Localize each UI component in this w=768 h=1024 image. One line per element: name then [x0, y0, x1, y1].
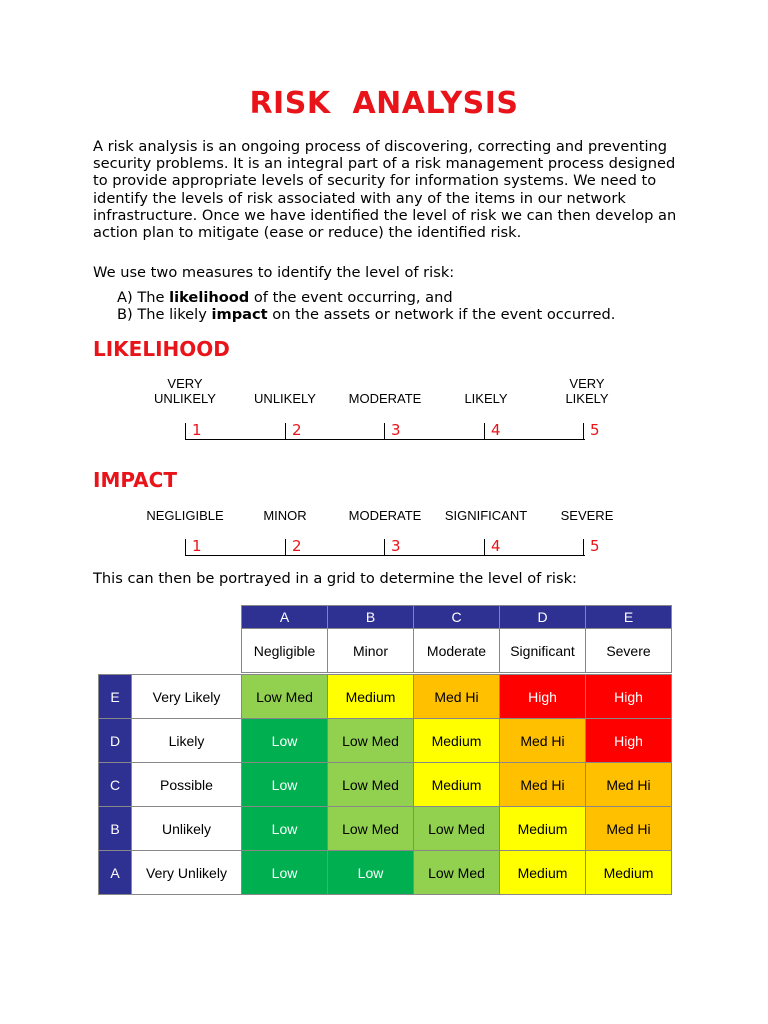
risk-cell: Medium	[414, 763, 500, 807]
matrix-corner	[99, 606, 242, 629]
likelihood-label-line2: UNLIKELY	[154, 391, 216, 406]
likelihood-heading: LIKELIHOOD	[93, 337, 230, 361]
col-letter: C	[414, 606, 500, 629]
likelihood-label	[235, 376, 335, 406]
col-letter: B	[328, 606, 414, 629]
risk-cell: Low Med	[414, 851, 500, 895]
row-name: Likely	[132, 719, 242, 763]
likelihood-label-line2: LIKELY	[464, 391, 508, 406]
impact-label: MODERATE	[348, 508, 422, 523]
risk-cell: Low Med	[328, 807, 414, 851]
page-title: RISK ANALYSIS	[249, 86, 519, 121]
row-name: Unlikely	[132, 807, 242, 851]
scale-tick	[484, 539, 485, 555]
likelihood-label-line1	[335, 376, 435, 391]
scale-tick	[583, 423, 584, 439]
likelihood-label	[436, 376, 536, 406]
impact-number: 2	[292, 537, 302, 555]
risk-matrix	[98, 605, 672, 895]
impact-heading: IMPACT	[93, 468, 177, 492]
impact-number: 5	[590, 537, 600, 555]
likelihood-number: 3	[391, 421, 401, 439]
intro-paragraph: A risk analysis is an ongoing process of discovering, correcting and preventing security problems. It is an integral part of a risk management process designed to provide appropriate levels of security for information systems. We need to identify the levels of risk associated with any of the items in our network infrastructure. Once we have identified the level of risk we can then develop an action plan to mitigate (ease or reduce) the identified risk.	[93, 138, 677, 242]
matrix-row	[99, 807, 672, 851]
scale-tick	[484, 423, 485, 439]
risk-cell: Low	[242, 851, 328, 895]
risk-cell: Medium	[328, 675, 414, 719]
scale-tick	[384, 423, 385, 439]
measure-suffix: on the assets or network if the event occurred.	[267, 306, 616, 323]
matrix-row	[99, 719, 672, 763]
col-name: Severe	[586, 629, 672, 673]
likelihood-label-line1	[235, 376, 335, 391]
risk-cell: Med Hi	[500, 763, 586, 807]
risk-cell: Low	[242, 719, 328, 763]
likelihood-label-line2: LIKELY	[565, 391, 609, 406]
risk-cell: Medium	[500, 851, 586, 895]
measure-prefix: A) The	[117, 289, 170, 306]
row-letter: B	[99, 807, 132, 851]
grid-intro: This can then be portrayed in a grid to determine the level of risk:	[93, 570, 577, 587]
likelihood-label	[537, 376, 637, 406]
row-name: Very Unlikely	[132, 851, 242, 895]
matrix-row	[99, 851, 672, 895]
risk-cell: Medium	[414, 719, 500, 763]
likelihood-label	[135, 376, 235, 406]
risk-cell: Medium	[500, 807, 586, 851]
impact-label: MINOR	[263, 508, 307, 523]
likelihood-label	[335, 376, 435, 406]
row-letter: A	[99, 851, 132, 895]
risk-cell: High	[500, 675, 586, 719]
risk-cell: Med Hi	[414, 675, 500, 719]
likelihood-number: 1	[192, 421, 202, 439]
risk-cell: Low	[242, 763, 328, 807]
matrix-row	[99, 763, 672, 807]
col-name: Moderate	[414, 629, 500, 673]
row-letter: E	[99, 675, 132, 719]
likelihood-label-line2: UNLIKELY	[254, 391, 316, 406]
risk-cell: Med Hi	[500, 719, 586, 763]
matrix-row	[99, 675, 672, 719]
likelihood-number: 5	[590, 421, 600, 439]
col-name: Significant	[500, 629, 586, 673]
col-letter: E	[586, 606, 672, 629]
matrix-name-row	[99, 629, 672, 673]
risk-cell: High	[586, 719, 672, 763]
risk-cell: Low	[328, 851, 414, 895]
row-name: Very Likely	[132, 675, 242, 719]
risk-cell: Low Med	[328, 719, 414, 763]
measure-prefix: B) The likely	[117, 306, 212, 323]
matrix-letter-row	[99, 606, 672, 629]
impact-number: 3	[391, 537, 401, 555]
impact-label: SIGNIFICANT	[444, 508, 528, 523]
col-name: Minor	[328, 629, 414, 673]
measure-suffix: of the event occurring, and	[249, 289, 453, 306]
measure-keyword: impact	[211, 306, 268, 323]
impact-label: SEVERE	[560, 508, 614, 523]
likelihood-label-line1: VERY	[167, 376, 203, 391]
risk-cell: Low	[242, 807, 328, 851]
row-name: Possible	[132, 763, 242, 807]
scale-tick	[384, 539, 385, 555]
matrix-corner	[99, 629, 242, 673]
risk-cell: Medium	[586, 851, 672, 895]
measure-item-likelihood	[117, 289, 453, 306]
col-letter: A	[242, 606, 328, 629]
likelihood-number: 4	[491, 421, 501, 439]
likelihood-label-line1: VERY	[569, 376, 605, 391]
impact-scale-line	[185, 539, 585, 556]
col-letter: D	[500, 606, 586, 629]
likelihood-number: 2	[292, 421, 302, 439]
measures-intro: We use two measures to identify the level of risk:	[93, 264, 455, 281]
risk-cell: High	[586, 675, 672, 719]
impact-number: 1	[192, 537, 202, 555]
likelihood-label-line1	[436, 376, 536, 391]
risk-cell: Low Med	[242, 675, 328, 719]
risk-cell: Med Hi	[586, 763, 672, 807]
likelihood-scale-line	[185, 423, 585, 440]
measure-item-impact	[117, 306, 615, 323]
scale-tick	[285, 539, 286, 555]
risk-cell: Low Med	[414, 807, 500, 851]
row-letter: C	[99, 763, 132, 807]
scale-tick	[285, 423, 286, 439]
col-name: Negligible	[242, 629, 328, 673]
risk-cell: Low Med	[328, 763, 414, 807]
impact-label: NEGLIGIBLE	[146, 508, 224, 523]
measure-keyword: likelihood	[169, 289, 250, 306]
impact-number: 4	[491, 537, 501, 555]
row-letter: D	[99, 719, 132, 763]
risk-cell: Med Hi	[586, 807, 672, 851]
scale-tick	[583, 539, 584, 555]
likelihood-label-line2: MODERATE	[348, 391, 422, 406]
